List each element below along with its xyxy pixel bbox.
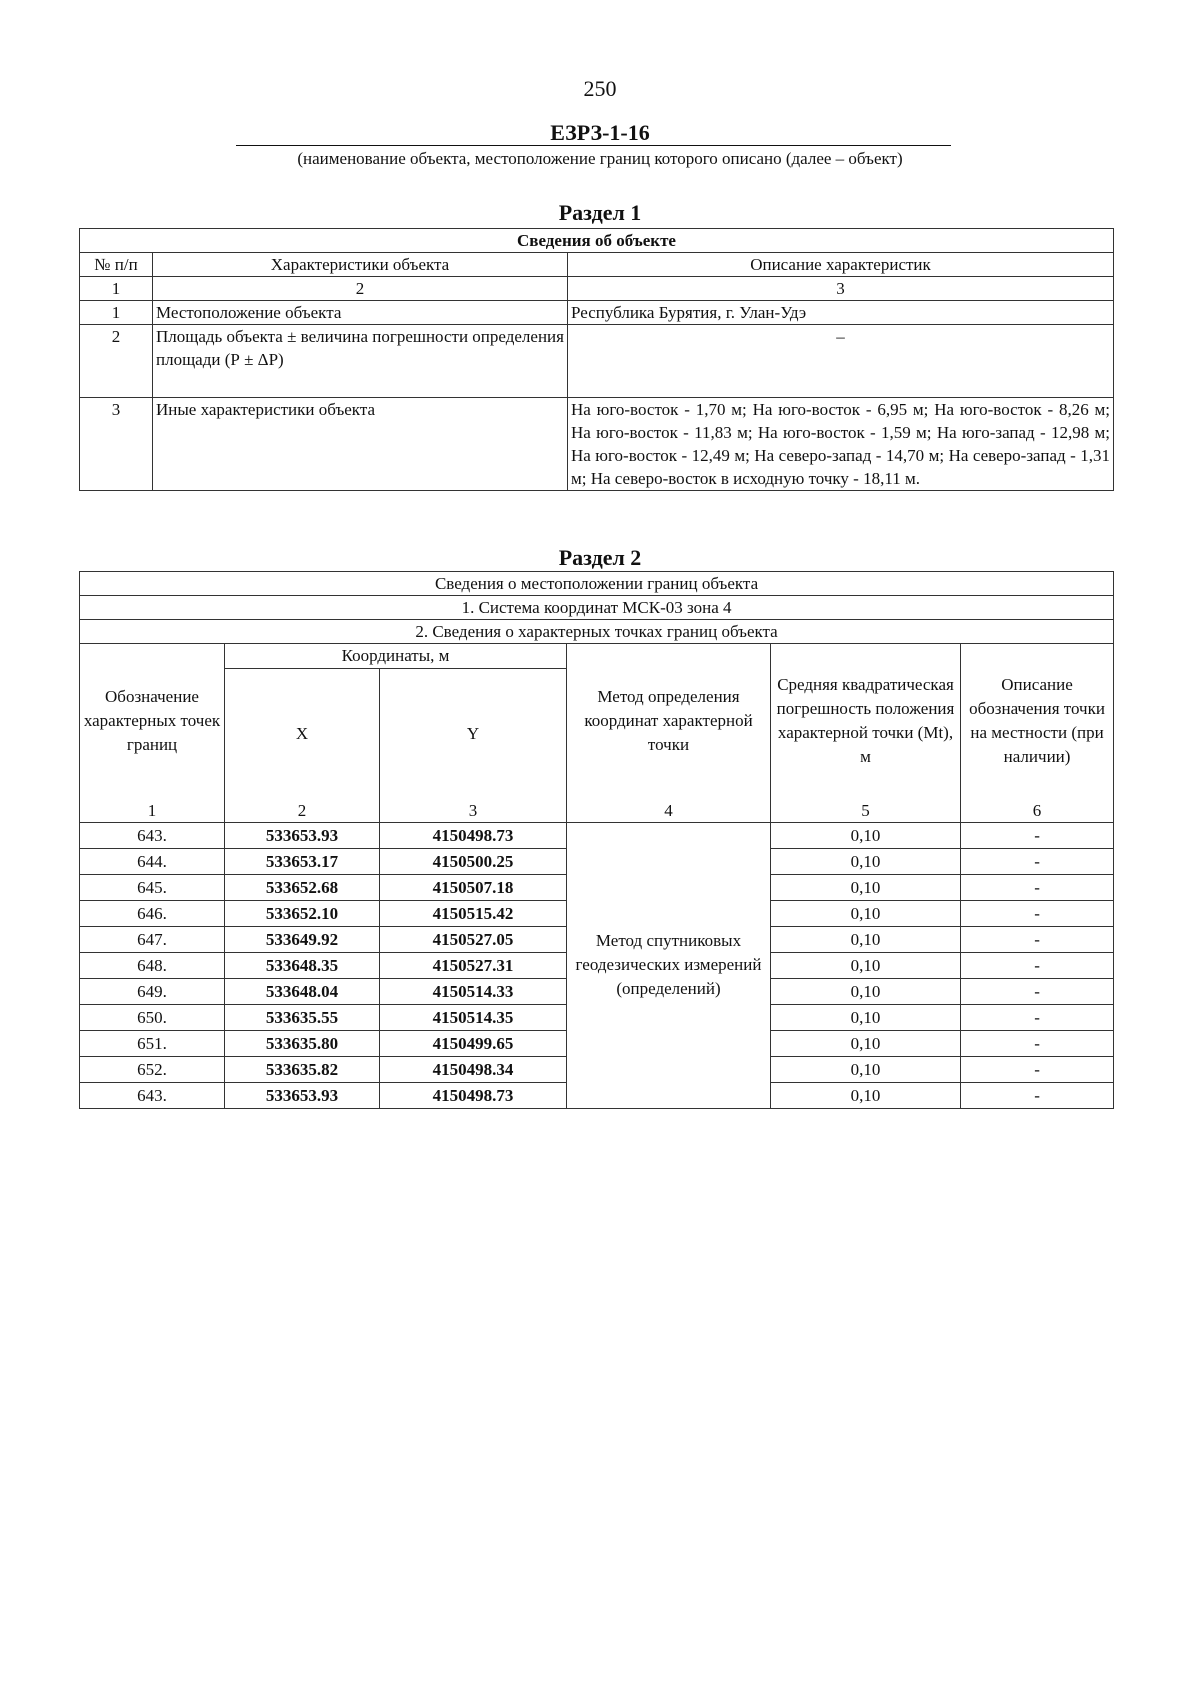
- point-label: 643.: [80, 1082, 225, 1108]
- point-x: 533649.92: [225, 926, 380, 952]
- method-value: Метод спутниковых геодезических измерений (определений): [567, 822, 771, 1108]
- object-info-table: [79, 228, 1114, 491]
- point-label: 644.: [80, 848, 225, 874]
- row-number: 2: [80, 325, 153, 398]
- characteristic-value: На юго-восток - 1,70 м; На юго-восток - 6,95 м; На юго-восток - 8,26 м; На юго-восток - 11,83 м; На юго-восток - 1,59 м; На юго-запад - 12,98 м; На юго-восток - 12,49 м; На северо-запад - 14,70 м; На северо-запад - 1,31 м; На северо-восток в исходную точку - 18,11 м.: [568, 398, 1114, 491]
- points-caption: 2. Сведения о характерных точках границ объекта: [80, 620, 1114, 644]
- characteristic-name: Площадь объекта ± величина погрешности определения площади (Р ± ΔР): [153, 325, 568, 398]
- object-name: ЕЗРЗ-1-16: [550, 120, 650, 145]
- page-number: 250: [583, 76, 617, 101]
- point-x: 533635.55: [225, 1004, 380, 1030]
- point-y: 4150498.73: [380, 1082, 567, 1108]
- point-y: 4150498.34: [380, 1056, 567, 1082]
- header-characteristic: Характеристики объекта: [153, 253, 568, 277]
- point-y: 4150514.33: [380, 978, 567, 1004]
- table-caption-row: [80, 229, 1114, 253]
- header-y: Y: [380, 669, 567, 799]
- point-accuracy: 0,10: [771, 822, 961, 848]
- point-x: 533635.82: [225, 1056, 380, 1082]
- point-accuracy: 0,10: [771, 848, 961, 874]
- column-number: 4: [567, 799, 771, 823]
- header-point: Обозначение характерных точек границ: [80, 644, 225, 799]
- point-description: -: [961, 1056, 1114, 1082]
- boundary-caption: Сведения о местоположении границ объекта: [80, 572, 1114, 596]
- column-number: 1: [80, 277, 153, 301]
- header-accuracy: Средняя квадратическая погрешность положения характерной точки (Mt), м: [771, 644, 961, 799]
- point-accuracy: 0,10: [771, 900, 961, 926]
- boundary-points-table: [79, 571, 1114, 1109]
- point-description: -: [961, 1030, 1114, 1056]
- point-label: 649.: [80, 978, 225, 1004]
- column-number: 1: [80, 799, 225, 823]
- header-method: Метод определения координат характерной точки: [567, 644, 771, 799]
- column-number-row: [80, 277, 1114, 301]
- table-header-row: [80, 644, 1114, 669]
- point-accuracy: 0,10: [771, 926, 961, 952]
- point-accuracy: 0,10: [771, 1056, 961, 1082]
- header-coords: Координаты, м: [225, 644, 567, 669]
- characteristic-name: Местоположение объекта: [153, 301, 568, 325]
- point-description: -: [961, 926, 1114, 952]
- point-description: -: [961, 848, 1114, 874]
- header-x: X: [225, 669, 380, 799]
- object-caption: (наименование объекта, местоположение границ которого описано (далее – объект): [297, 149, 903, 168]
- point-label: 650.: [80, 1004, 225, 1030]
- point-y: 4150499.65: [380, 1030, 567, 1056]
- point-description: -: [961, 822, 1114, 848]
- coord-system: 1. Система координат МСК-03 зона 4: [80, 596, 1114, 620]
- header-number: № п/п: [80, 253, 153, 277]
- point-description: -: [961, 1082, 1114, 1108]
- point-x: 533652.68: [225, 874, 380, 900]
- point-x: 533648.35: [225, 952, 380, 978]
- point-x: 533635.80: [225, 1030, 380, 1056]
- point-y: 4150515.42: [380, 900, 567, 926]
- column-number: 3: [380, 799, 567, 823]
- row-number: 1: [80, 301, 153, 325]
- point-y: 4150514.35: [380, 1004, 567, 1030]
- section1-title: Раздел 1: [558, 200, 642, 225]
- point-label: 651.: [80, 1030, 225, 1056]
- point-x: 533653.93: [225, 1082, 380, 1108]
- table-caption-row: [80, 572, 1114, 596]
- point-y: 4150507.18: [380, 874, 567, 900]
- table-caption-row: [80, 620, 1114, 644]
- table-row: [80, 325, 1114, 398]
- point-y: 4150527.05: [380, 926, 567, 952]
- row-number: 3: [80, 398, 153, 491]
- point-accuracy: 0,10: [771, 1030, 961, 1056]
- point-description: -: [961, 1004, 1114, 1030]
- table-row: [80, 398, 1114, 491]
- point-y: 4150500.25: [380, 848, 567, 874]
- point-x: 533653.93: [225, 822, 380, 848]
- point-accuracy: 0,10: [771, 978, 961, 1004]
- title-underline: [236, 145, 951, 146]
- point-accuracy: 0,10: [771, 874, 961, 900]
- point-x: 533653.17: [225, 848, 380, 874]
- object-info-caption: Сведения об объекте: [80, 229, 1114, 253]
- point-y: 4150498.73: [380, 822, 567, 848]
- point-label: 647.: [80, 926, 225, 952]
- characteristic-name: Иные характеристики объекта: [153, 398, 568, 491]
- section2-title: Раздел 2: [558, 545, 642, 570]
- point-x: 533648.04: [225, 978, 380, 1004]
- point-label: 645.: [80, 874, 225, 900]
- point-description: -: [961, 978, 1114, 1004]
- characteristic-value: Республика Бурятия, г. Улан-Удэ: [568, 301, 1114, 325]
- header-description: Описание обозначения точки на местности (при наличии): [961, 644, 1114, 799]
- table-caption-row: [80, 596, 1114, 620]
- point-description: -: [961, 900, 1114, 926]
- points-body: [80, 822, 1114, 1108]
- point-description: -: [961, 952, 1114, 978]
- point-label: 652.: [80, 1056, 225, 1082]
- table-row: [80, 301, 1114, 325]
- column-number: 6: [961, 799, 1114, 823]
- column-number: 5: [771, 799, 961, 823]
- table-header-row: [80, 253, 1114, 277]
- column-number: 2: [225, 799, 380, 823]
- characteristic-value: –: [568, 325, 1114, 398]
- point-y: 4150527.31: [380, 952, 567, 978]
- column-number: 3: [568, 277, 1114, 301]
- point-label: 648.: [80, 952, 225, 978]
- point-label: 643.: [80, 822, 225, 848]
- point-accuracy: 0,10: [771, 1082, 961, 1108]
- point-accuracy: 0,10: [771, 1004, 961, 1030]
- point-accuracy: 0,10: [771, 952, 961, 978]
- point-label: 646.: [80, 900, 225, 926]
- table-row: [80, 822, 1114, 848]
- column-number-row: [80, 799, 1114, 823]
- header-description: Описание характеристик: [568, 253, 1114, 277]
- column-number: 2: [153, 277, 568, 301]
- point-x: 533652.10: [225, 900, 380, 926]
- point-description: -: [961, 874, 1114, 900]
